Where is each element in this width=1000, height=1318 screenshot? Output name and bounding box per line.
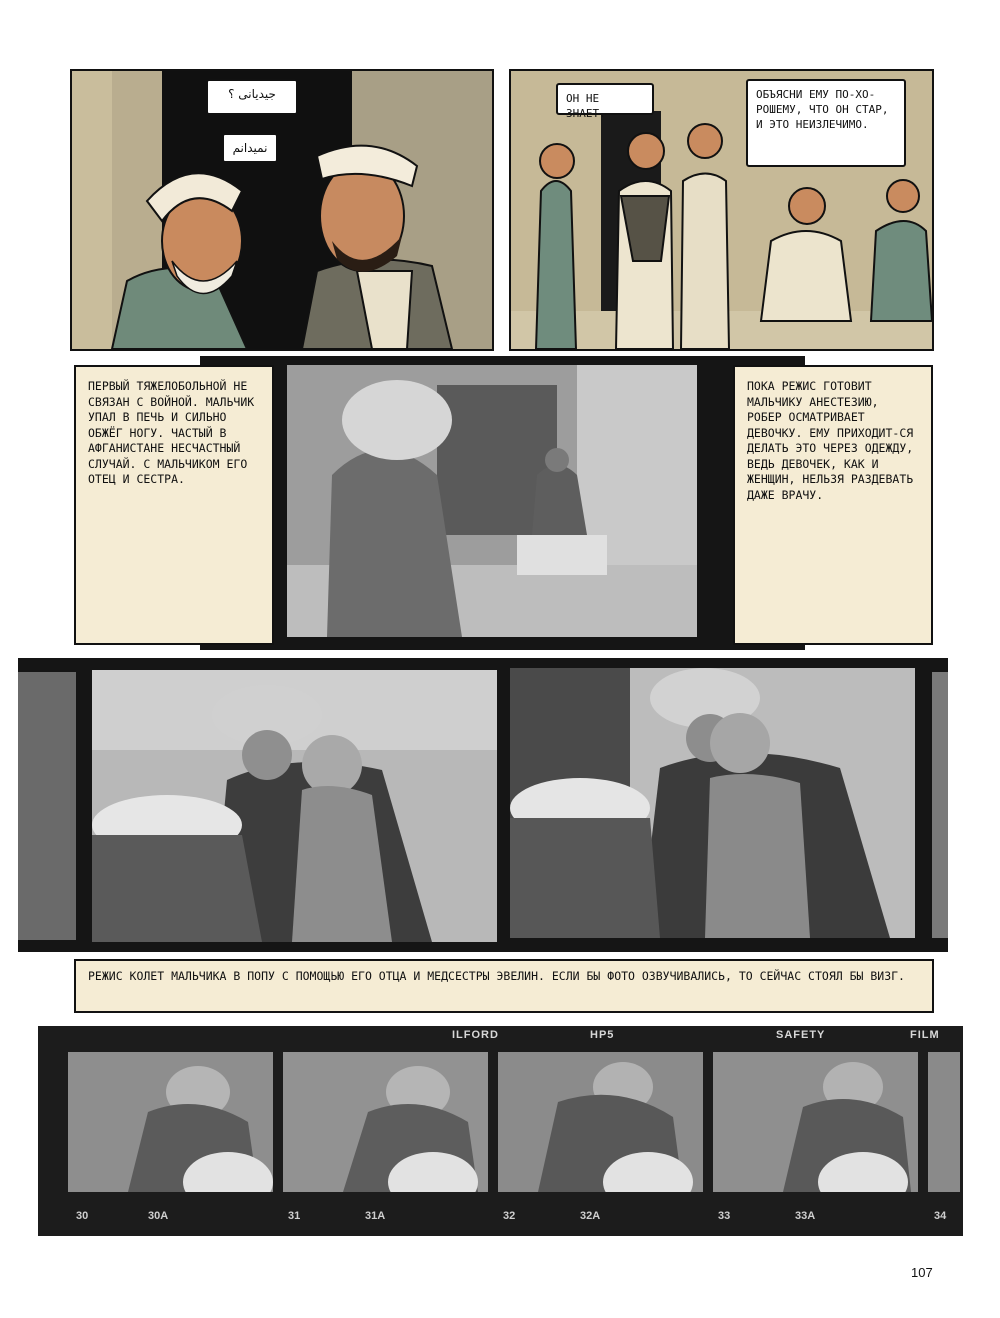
photo-doctor-examines-girl-1 (92, 670, 497, 942)
film-brand-ilford: ILFORD (452, 1029, 499, 1041)
caption-first-patient: ПЕРВЫЙ ТЯЖЕЛОБОЛЬНОЙ НЕ СВЯЗАН С ВОЙНОЙ. МАЛЬЧИК УПАЛ В ПЕЧЬ И СИЛЬНО ОБЖЁГ НОГУ. ЧАСТЫЙ В АФГАНИСТАНЕ НЕСЧАСТНЫЙ СЛУЧАЙ. С МАЛЬЧИКОМ ЕГО ОТЕЦ И СЕСТРА. (74, 365, 274, 645)
frame-number: 33 (718, 1210, 731, 1222)
film-safety: SAFETY (776, 1029, 826, 1041)
frame-number: 30 (76, 1210, 89, 1222)
photo-edge-right (932, 672, 948, 938)
contact-frame-33 (713, 1052, 918, 1192)
film-type-hp5: HP5 (590, 1029, 615, 1041)
photo-old-man-at-desk (287, 365, 697, 637)
frame-number: 32A (580, 1210, 601, 1222)
contact-frame-32 (498, 1052, 703, 1192)
contact-frame-31 (283, 1052, 488, 1192)
speech-bubble-explain-to-him: ОБЪЯСНИ ЕМУ ПО-ХО-РОШЕМУ, ЧТО ОН СТАР, И ЭТО НЕИЗЛЕЧИМО. (746, 79, 906, 167)
speech-bubble-persian-answer: نمیدانم (222, 133, 278, 163)
page-number: 107 (911, 1265, 933, 1280)
photo-doctor-examines-girl-2 (510, 668, 915, 938)
frame-number: 31 (288, 1210, 301, 1222)
comic-panel-2 (509, 69, 934, 351)
film-label: FILM (910, 1029, 940, 1041)
photo-edge-left (18, 672, 76, 940)
frame-number: 34 (934, 1210, 947, 1222)
contact-frame-30 (68, 1052, 273, 1192)
contact-frame-34-edge (928, 1052, 960, 1192)
frame-number: 32 (503, 1210, 516, 1222)
speech-bubble-persian-question: جیدیانی ؟ (206, 79, 298, 115)
frame-number: 30A (148, 1210, 169, 1222)
speech-bubble-he-does-not-know: ОН НЕ ЗНАЕТ. (556, 83, 654, 115)
frame-number: 31A (365, 1210, 386, 1222)
frame-number: 33A (795, 1210, 816, 1222)
caption-regis-injects-boy: РЕЖИС КОЛЕТ МАЛЬЧИКА В ПОПУ С ПОМОЩЬЮ ЕГО ОТЦА И МЕДСЕСТРЫ ЭВЕЛИН. ЕСЛИ БЫ ФОТО ОЗВУЧИВАЛИСЬ, ТО СЕЙЧАС СТОЯЛ БЫ ВИЗГ. (74, 959, 934, 1013)
caption-robert-examines-girl: ПОКА РЕЖИС ГОТОВИТ МАЛЬЧИКУ АНЕСТЕЗИЮ, РОБЕР ОСМАТРИВАЕТ ДЕВОЧКУ. ЕМУ ПРИХОДИТ-СЯ ДЕЛАТЬ ЭТО ЧЕРЕЗ ОДЕЖДУ, ВЕДЬ ДЕВОЧЕК, КАК И ЖЕНЩИН, НЕЛЬЗЯ РАЗДЕВАТЬ ДАЖЕ ВРАЧУ. (733, 365, 933, 645)
comic-panel-1 (70, 69, 494, 351)
